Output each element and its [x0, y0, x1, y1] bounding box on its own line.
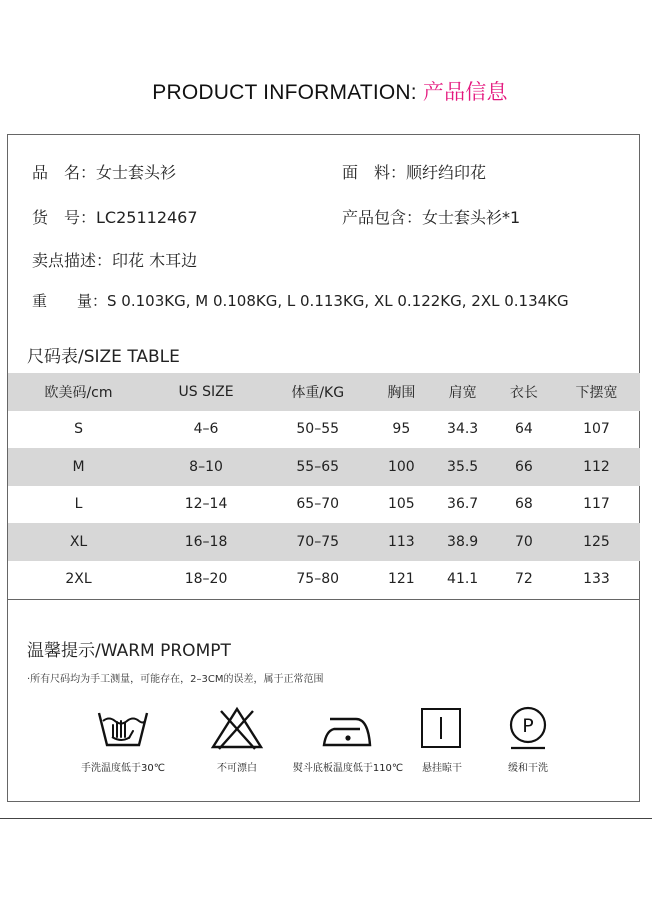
table-cell: 113	[387, 533, 415, 550]
hand-wash-icon	[95, 705, 151, 751]
table-cell: 133	[583, 571, 610, 588]
hang-dry-icon	[414, 705, 470, 751]
name-label: 品 名：	[32, 163, 97, 182]
sku-value: LC25112467	[96, 208, 198, 227]
fabric-value: 顺纡绉印花	[406, 163, 487, 182]
gentle-dryclean-caption: 缓和干洗	[508, 763, 548, 774]
header-cell: 下摆宽	[575, 384, 618, 401]
table-cell: 38.9	[447, 533, 479, 550]
table-cell: 95	[392, 421, 411, 438]
table-row	[8, 486, 640, 524]
package-value: 女士套头衫*1	[422, 208, 521, 227]
hang-dry-caption: 悬挂晾干	[422, 763, 462, 774]
table-cell: 117	[583, 496, 610, 513]
table-cell: 66	[515, 458, 533, 475]
table-cell: 2XL	[65, 571, 92, 588]
info-sku	[32, 205, 198, 228]
table-cell: 34.3	[447, 421, 479, 438]
care-no-bleach	[177, 705, 297, 774]
table-cell: 100	[387, 458, 415, 475]
table-cell: 121	[387, 571, 415, 588]
svg-text:P: P	[522, 715, 534, 737]
header-cell: 欧美码/cm	[44, 384, 113, 401]
header-cell: 肩宽	[448, 384, 477, 401]
table-cell: 8–10	[189, 458, 223, 475]
table-cell: 112	[583, 458, 610, 475]
table-divider	[7, 599, 640, 600]
bottom-divider	[0, 818, 652, 819]
package-label: 产品包含：	[342, 208, 423, 227]
table-cell: 41.1	[447, 571, 479, 588]
table-cell: L	[74, 496, 83, 513]
no-bleach-icon	[209, 705, 265, 751]
info-selling	[32, 248, 197, 271]
selling-value: 印花 木耳边	[112, 251, 198, 270]
header-cell: 胸围	[387, 384, 416, 401]
warm-prompt-note: ·所有尺码均为手工测量，可能存在，2–3CM的误差，属于正常范围	[27, 674, 324, 685]
header-cell: 衣长	[509, 384, 538, 401]
table-cell: M	[72, 458, 85, 475]
table-cell: 55–65	[296, 458, 340, 475]
weight-label: 重 量：	[32, 292, 108, 310]
table-cell: 4–6	[193, 421, 219, 438]
care-gentle-dryclean	[468, 705, 588, 774]
warm-prompt-title: 温馨提示/WARM PROMPT	[27, 641, 231, 661]
selling-label: 卖点描述：	[32, 251, 113, 270]
size-table-header	[8, 373, 640, 411]
table-cell: 107	[583, 421, 610, 438]
page-title	[0, 76, 660, 106]
size-table-title: 尺码表/SIZE TABLE	[27, 347, 180, 367]
table-cell: 65–70	[296, 496, 340, 513]
no-bleach-caption: 不可漂白	[217, 763, 257, 774]
table-row	[8, 561, 640, 599]
care-hand-wash	[63, 705, 183, 774]
size-table	[8, 373, 640, 598]
header-cell: 体重/KG	[291, 384, 345, 401]
table-cell: S	[74, 421, 83, 438]
table-cell: 70–75	[296, 533, 340, 550]
name-value: 女士套头衫	[96, 163, 177, 182]
iron-caption: 熨斗底板温度低于110℃	[292, 763, 404, 774]
table-cell: 72	[515, 571, 533, 588]
info-fabric	[342, 160, 486, 183]
table-cell: 75–80	[296, 571, 340, 588]
table-cell: 16–18	[184, 533, 228, 550]
sku-label: 货 号：	[32, 208, 97, 227]
header-cell: US SIZE	[178, 383, 234, 400]
table-cell: 68	[515, 496, 533, 513]
weight-value: S 0.103KG, M 0.108KG, L 0.113KG, XL 0.122KG, 2XL 0.134KG	[107, 292, 569, 310]
title-en: PRODUCT INFORMATION:	[152, 81, 417, 104]
table-cell: XL	[69, 533, 88, 550]
gentle-dryclean-icon	[500, 705, 556, 751]
table-cell: 36.7	[447, 496, 479, 513]
title-cn: 产品信息	[422, 80, 508, 104]
info-name	[32, 160, 176, 183]
table-cell: 50–55	[296, 421, 340, 438]
table-cell: 105	[387, 496, 415, 513]
table-cell: 70	[515, 533, 533, 550]
iron-icon	[320, 705, 376, 751]
info-weight	[32, 290, 569, 311]
table-cell: 35.5	[447, 458, 479, 475]
table-row	[8, 523, 640, 561]
table-row	[8, 448, 640, 486]
table-cell: 12–14	[184, 496, 228, 513]
hand-wash-caption: 手洗温度低于30℃	[81, 763, 165, 774]
fabric-label: 面 料：	[342, 163, 407, 182]
table-row	[8, 411, 640, 449]
table-cell: 18–20	[184, 571, 228, 588]
table-cell: 125	[583, 533, 610, 550]
table-cell: 64	[515, 421, 533, 438]
info-package	[342, 205, 520, 228]
